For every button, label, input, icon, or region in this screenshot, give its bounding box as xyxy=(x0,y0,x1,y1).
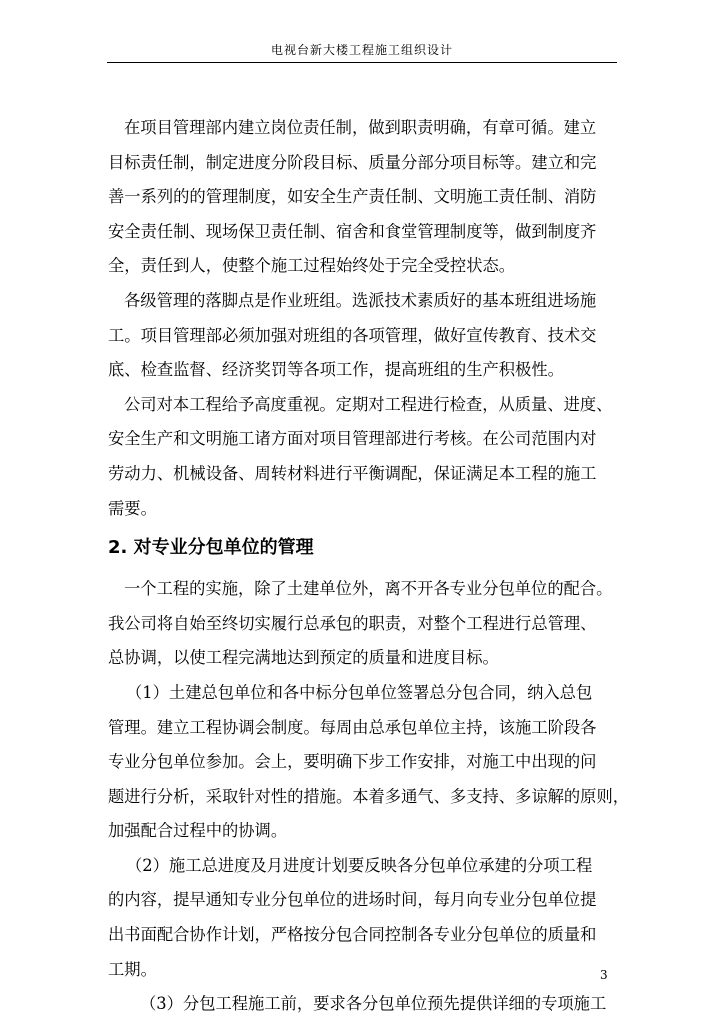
text-line: 安全责任制、现场保卫责任制、宿舍和食堂管理制度等，做到制度齐 xyxy=(108,221,597,241)
text-line: 全，责任到人，使整个施工过程始终处于完全受控状态。 xyxy=(108,256,516,276)
text-line: 目标责任制，制定进度分阶段目标、质量分部分项目标等。建立和完 xyxy=(108,152,597,172)
text-line: 加强配合过程中的协调。 xyxy=(108,821,288,841)
text-line: （3）分包工程施工前，要求各分包单位预先提供详细的专项施工 xyxy=(140,994,607,1014)
paragraph-6 xyxy=(108,849,620,987)
text-line: 题进行分析，采取针对性的措施。本着多通气、多支持、多谅解的原则， xyxy=(108,786,630,806)
paragraph-1 xyxy=(108,111,620,284)
document-body xyxy=(108,111,630,1022)
page-number: 3 xyxy=(600,968,608,982)
text-line: 专业分包单位参加。会上，要明确下步工作安排，对施工中出现的问 xyxy=(108,752,597,772)
page-header xyxy=(107,40,617,63)
text-line: （2）施工总进度及月进度计划要反映各分包单位承建的分项工程 xyxy=(126,855,593,875)
document-title: 电视台新大楼工程施工组织设计 xyxy=(270,43,453,57)
text-line: 在项目管理部内建立岗位责任制，做到职责明确，有章可循。建立 xyxy=(124,118,597,137)
text-line: 工。项目管理部必须加强对班组的各项管理，做好宣传教育、技术交 xyxy=(108,325,597,345)
text-line: （1）土建总包单位和各中标分包单位签署总分包合同，纳入总包 xyxy=(126,682,593,702)
text-line: 一个工程的实施，除了土建单位外，离不开各专业分包单位的配合。 xyxy=(124,579,613,599)
text-line: 劳动力、机械设备、周转材料进行平衡调配，保证满足本工程的施工 xyxy=(108,463,597,483)
text-line: 总协调，以使工程完满地达到预定的质量和进度目标。 xyxy=(108,648,499,668)
text-line: 的内容，提早通知专业分包单位的进场时间，每月向专业分包单位提 xyxy=(108,890,597,910)
text-line: 底、检查监督、经济奖罚等各项工作，提高班组的生产积极性。 xyxy=(108,360,564,380)
text-line: 各级管理的落脚点是作业班组。选派技术素质好的基本班组进场施 xyxy=(124,290,597,310)
paragraph-3 xyxy=(108,388,620,526)
text-line: 管理。建立工程协调会制度。每周由总承包单位主持，该施工阶段各 xyxy=(108,717,597,737)
paragraph-4 xyxy=(108,572,620,676)
section-heading: 2. 对专业分包单位的管理 xyxy=(108,537,314,559)
paragraph-5 xyxy=(108,676,630,849)
text-line: 我公司将自始至终切实履行总承包的职责，对整个工程进行总管理、 xyxy=(108,613,597,633)
text-line: 出书面配合协作计划，严格按分包合同控制各专业分包单位的质量和 xyxy=(108,925,597,945)
text-line: 工期。 xyxy=(108,959,157,979)
text-line: 安全生产和文明施工诸方面对项目管理部进行考核。在公司范围内对 xyxy=(108,429,597,449)
paragraph-7 xyxy=(108,987,620,1022)
paragraph-2 xyxy=(108,284,620,388)
text-line: 需要。 xyxy=(108,498,157,518)
text-line: 善一系列的的管理制度，如安全生产责任制、文明施工责任制、消防 xyxy=(108,187,597,207)
text-line: 公司对本工程给予高度重视。定期对工程进行检查，从质量、进度、 xyxy=(124,394,613,414)
